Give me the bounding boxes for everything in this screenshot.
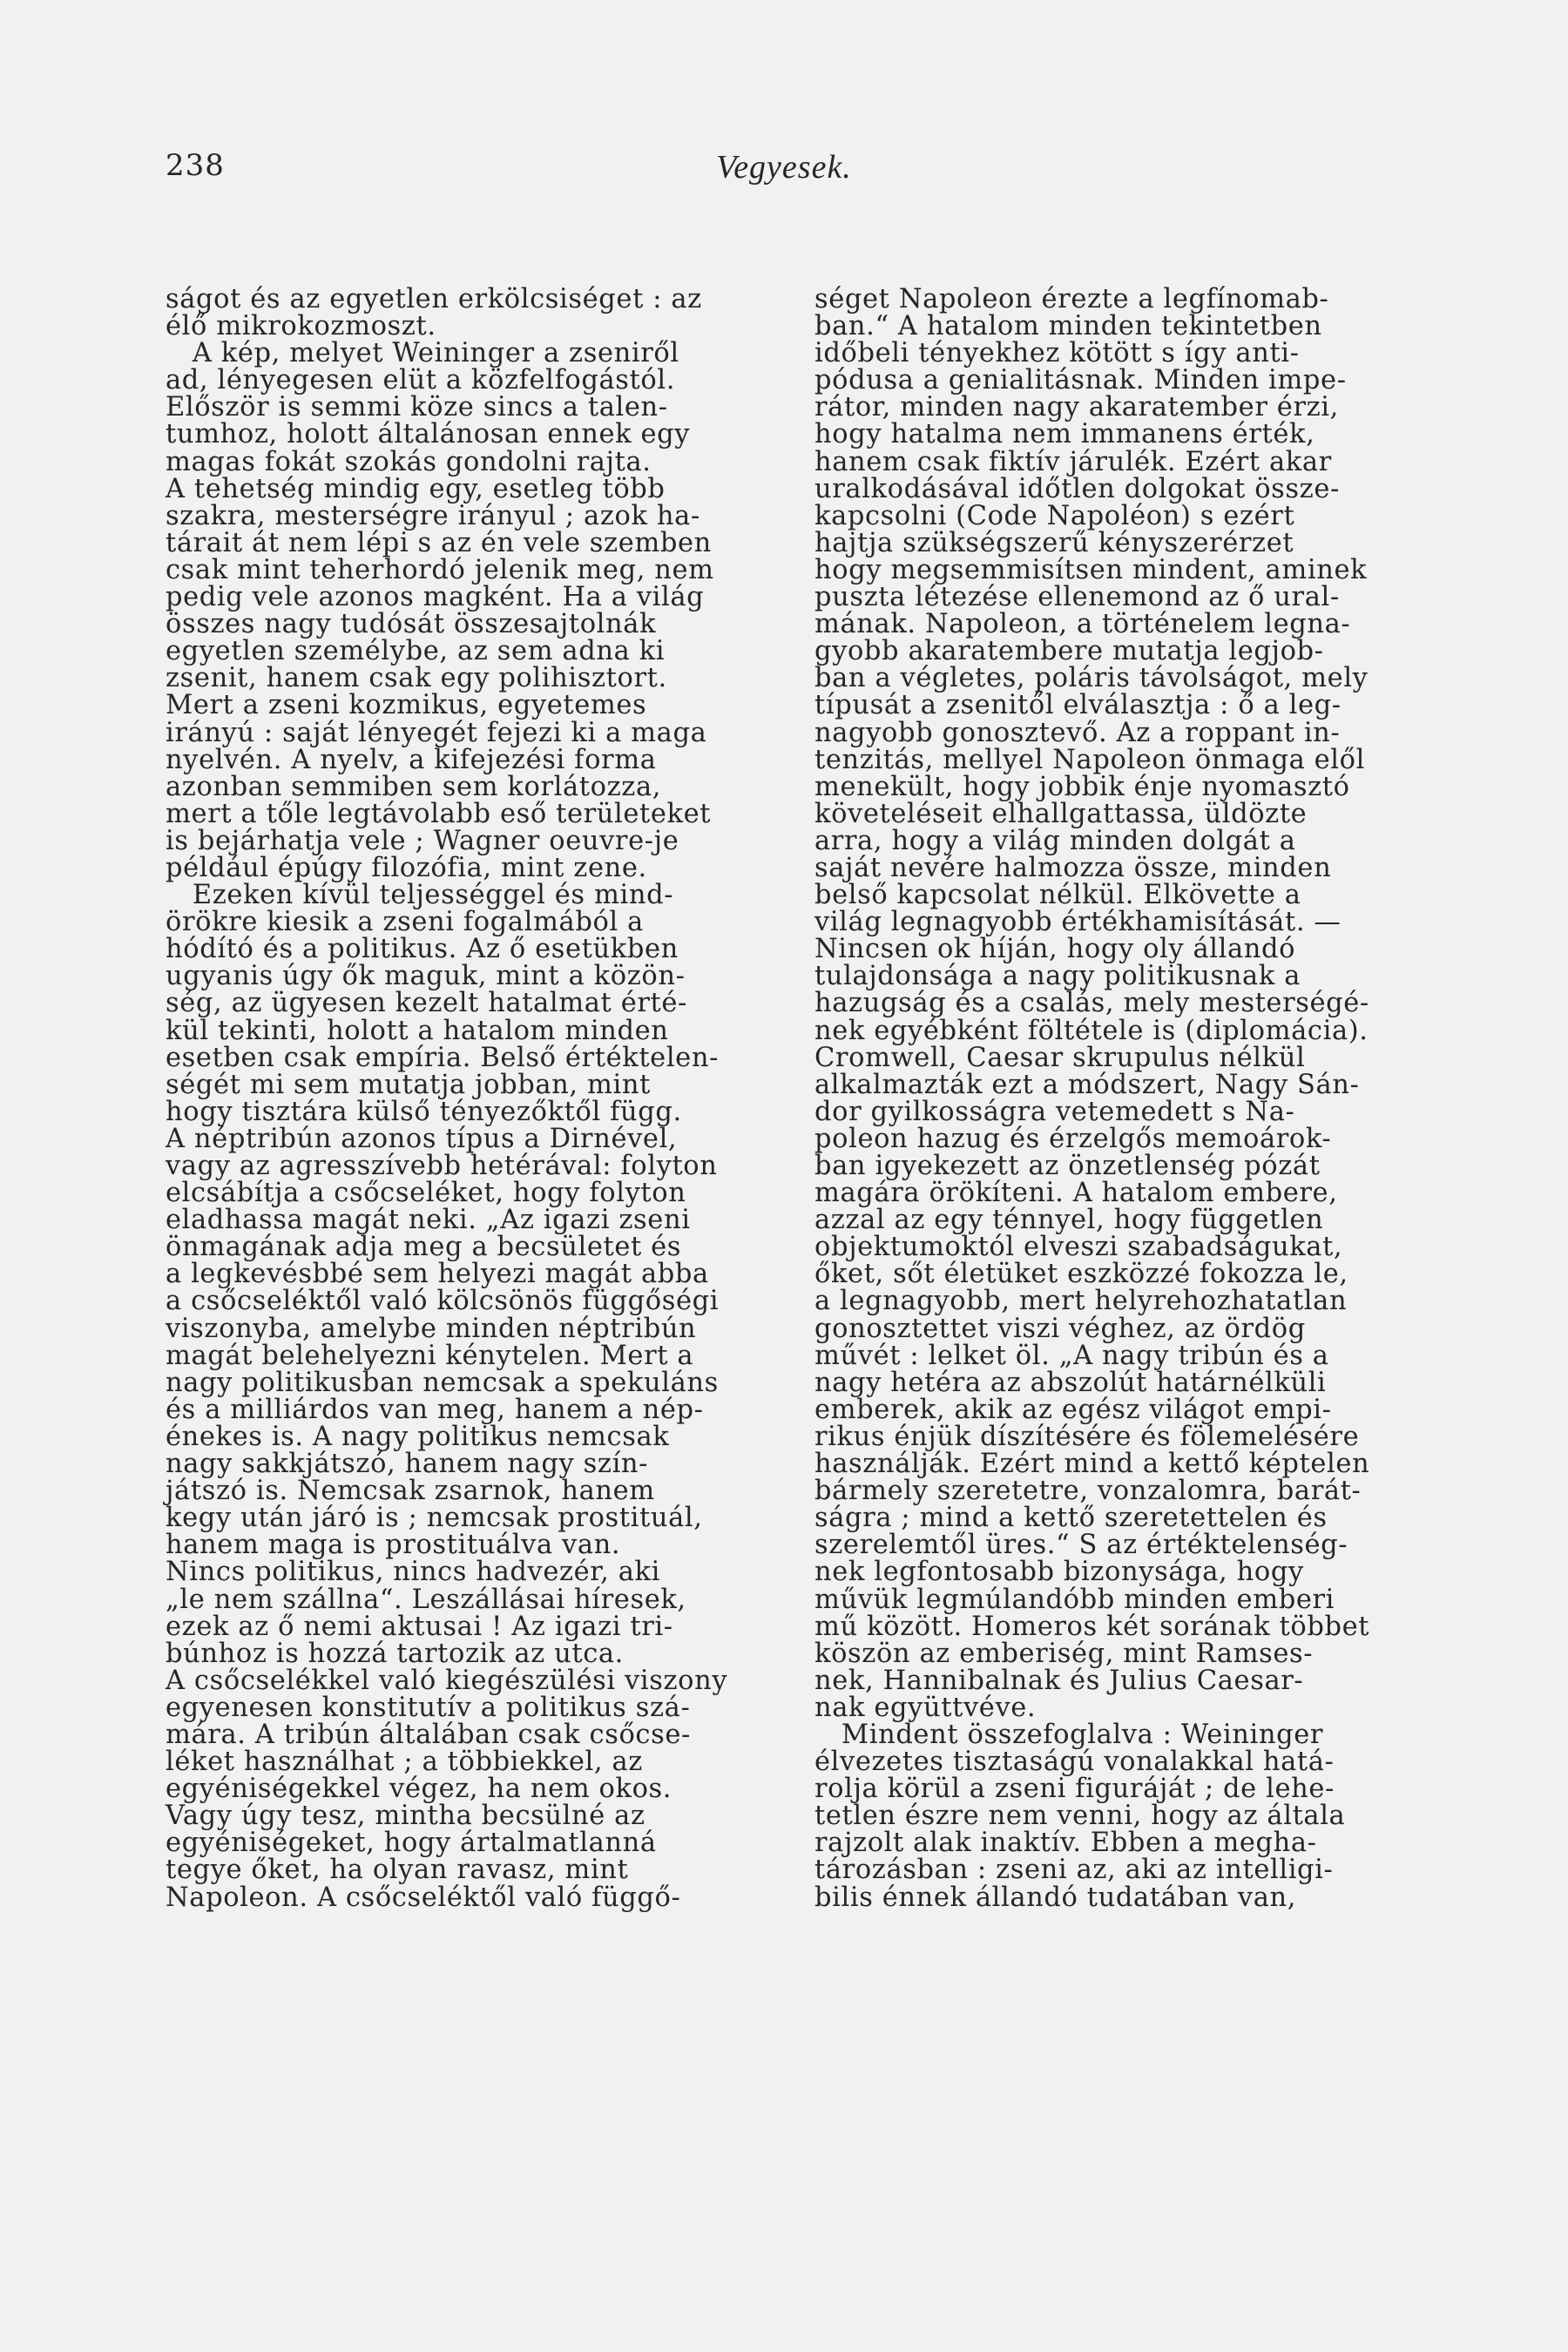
left-column-line: pedig vele azonos magként. Ha a világ	[166, 582, 705, 613]
left-column-line: ség, az ügyesen kezelt hatalmat érté-	[166, 988, 687, 1019]
left-column-line: esetben csak empíria. Belső értéktelen-	[166, 1042, 719, 1073]
left-column-line: ezek az ő nemi aktusai ! Az igazi tri-	[166, 1611, 673, 1642]
right-column-line: használják. Ezért mind a kettő képtelen	[814, 1449, 1370, 1480]
left-column-line: élő mikrokozmoszt.	[166, 311, 436, 342]
left-column-line: Napoleon. A csőcseléktől való függő-	[166, 1882, 681, 1913]
left-column-line: zsenit, hanem csak egy polihisztort.	[166, 663, 667, 694]
left-column-line: magas fokát szokás gondolni rajta.	[166, 446, 652, 477]
left-text-column	[166, 286, 771, 1911]
left-column-line: A néptribún azonos típus a Dirnével,	[166, 1123, 678, 1154]
left-column-line: ségét mi sem mutatja jobban, mint	[166, 1069, 651, 1100]
right-column-line: köszön az emberiség, mint Ramses-	[814, 1638, 1314, 1669]
right-column-line: nagy hetéra az abszolút határnélküli	[814, 1367, 1327, 1398]
left-column-line: Nincs politikus, nincs hadvezér, aki	[166, 1557, 660, 1588]
left-column-line: mert a tőle legtávolabb eső területeket	[166, 798, 712, 829]
left-column-line: vagy az agresszívebb hetérával: folyton	[166, 1151, 718, 1181]
left-column-line: játszó is. Nemcsak zsarnok, hanem	[166, 1476, 655, 1507]
right-column-line: ban igyekezett az önzetlenség pózát	[814, 1151, 1321, 1181]
right-column-line: hogy megsemmisítsen mindent, aminek	[814, 554, 1368, 585]
right-column-line: tározásban : zseni az, aki az intelligi-	[814, 1855, 1334, 1886]
right-column-line: rikus énjük díszítésére és fölemelésére	[814, 1421, 1360, 1452]
right-column-line: belső kapcsolat nélkül. Elkövette a	[814, 880, 1301, 911]
left-column-line: a legkevésbbé sem helyezi magát abba	[166, 1259, 709, 1290]
left-column-line: egyéniségekkel végez, ha nem okos.	[166, 1774, 672, 1805]
right-column-line: nagyobb gonosztevő. Az a roppant in-	[814, 717, 1341, 748]
right-column-line: időbeli tényekhez kötött s így anti-	[814, 338, 1300, 369]
left-column-line: örökre kiesik a zseni fogalmából a	[166, 907, 644, 938]
left-column-line: A csőcselékkel való kiegészülési viszony	[166, 1665, 728, 1696]
right-column-line: Mindent összefoglalva : Weininger	[814, 1719, 1324, 1750]
left-column-line: ugyanis úgy ők maguk, mint a közön-	[166, 961, 686, 992]
right-column-line: gyobb akaratembere mutatja legjob-	[814, 636, 1324, 667]
right-column-line: világ legnagyobb értékhamisítását. —	[814, 907, 1342, 938]
right-column-line: tetlen észre nem venni, hogy az általa	[814, 1801, 1346, 1832]
left-column-line: Vagy úgy tesz, mintha becsülné az	[166, 1801, 645, 1832]
left-column-line: kül tekinti, holott a hatalom minden	[166, 1015, 669, 1046]
right-column-line: mának. Napoleon, a történelem legna-	[814, 609, 1351, 640]
right-column-line: bilis énnek állandó tudatában van,	[814, 1882, 1297, 1913]
right-column-line: azzal az egy ténnyel, hogy független	[814, 1205, 1324, 1236]
left-column-line: egyetlen személybe, az sem adna ki	[166, 636, 666, 667]
right-column-line: ban.“ A hatalom minden tekintetben	[814, 311, 1322, 342]
left-column-line: tumhoz, holott általánosan ennek egy	[166, 419, 691, 450]
right-column-line: kapcsolni (Code Napoléon) s ezért	[814, 500, 1295, 531]
left-column-line: elcsábítja a csőcseléket, hogy folyton	[166, 1178, 686, 1209]
right-column-line: ban a végletes, poláris távolságot, mely	[814, 663, 1369, 694]
page-header	[0, 148, 1568, 192]
left-column-line: ságot és az egyetlen erkölcsiséget : az	[166, 284, 702, 314]
right-column-line: emberek, akik az egész világot empi-	[814, 1394, 1332, 1425]
right-column-line: művét : lelket öl. „A nagy tribún és a	[814, 1340, 1329, 1371]
left-column-line: „le nem szállna“. Leszállásai híresek,	[166, 1584, 686, 1615]
right-column-line: élvezetes tisztaságú vonalakkal hatá-	[814, 1747, 1335, 1778]
right-column-line: pódusa a genialitásnak. Minden impe-	[814, 365, 1347, 396]
left-column-line: nyelvén. A nyelv, a kifejezési forma	[166, 744, 657, 775]
left-column-line: összes nagy tudósát összesajtolnák	[166, 609, 657, 640]
left-column-line: viszonyba, amelybe minden néptribún	[166, 1313, 697, 1344]
right-column-line: poleon hazug és érzelgős memoárok-	[814, 1123, 1332, 1154]
right-column-line: nek egyébként föltétele is (diplomácia).	[814, 1015, 1369, 1046]
left-column-line: léket használhat ; a többiekkel, az	[166, 1747, 643, 1778]
right-column-line: hanem csak fiktív járulék. Ezért akar	[814, 446, 1332, 477]
left-column-line: Először is semmi köze sincs a talen-	[166, 392, 668, 423]
right-column-line: hajtja szükségszerű kényszerérzet	[814, 527, 1294, 558]
right-column-line: nak együttvéve.	[814, 1692, 1037, 1723]
page-number: 238	[166, 148, 225, 183]
left-column-line: egyenesen konstitutív a politikus szá-	[166, 1692, 691, 1723]
right-column-line: bármely szeretetre, vonzalomra, barát-	[814, 1476, 1362, 1507]
right-column-line: művük legmúlandóbb minden emberi	[814, 1584, 1335, 1615]
left-column-line: hódító és a politikus. Az ő esetükben	[166, 934, 679, 965]
right-column-line: mű között. Homeros két sorának többet	[814, 1611, 1370, 1642]
right-column-line: típusát a zsenitől elválasztja : ő a leg-	[814, 690, 1342, 721]
left-column-line: nagy politikusban nemcsak a spekuláns	[166, 1367, 719, 1398]
left-column-line: A kép, melyet Weininger a zseniről	[166, 338, 679, 369]
left-column-line: kegy után járó is ; nemcsak prostituál,	[166, 1503, 703, 1534]
left-column-line: tegye őket, ha olyan ravasz, mint	[166, 1855, 629, 1886]
right-column-line: nek, Hannibalnak és Julius Caesar-	[814, 1665, 1304, 1696]
right-column-line: objektumoktól elveszi szabadságukat,	[814, 1232, 1343, 1263]
right-column-line: magára örökíteni. A hatalom embere,	[814, 1178, 1338, 1209]
left-column-line: hogy tisztára külső tényezőktől függ.	[166, 1096, 682, 1127]
left-column-line: magát belehelyezni kénytelen. Mert a	[166, 1340, 694, 1371]
right-column-line: menekült, hogy jobbik énje nyomasztó	[814, 771, 1350, 802]
right-column-line: puszta létezése ellenemond az ő ural-	[814, 582, 1340, 613]
right-column-line: rajzolt alak inaktív. Ebben a megha-	[814, 1828, 1317, 1859]
right-column-line: alkalmazták ezt a módszert, Nagy Sán-	[814, 1069, 1360, 1100]
left-column-line: eladhassa magát neki. „Az igazi zseni	[166, 1205, 691, 1236]
right-column-line: arra, hogy a világ minden dolgát a	[814, 825, 1296, 856]
left-column-line: csak mint teherhordó jelenik meg, nem	[166, 554, 714, 585]
left-column-line: például épúgy filozófia, mint zene.	[166, 852, 647, 883]
right-column-line: szerelemtől üres.“ S az értéktelenség-	[814, 1530, 1348, 1561]
right-column-line: saját nevére halmozza össze, minden	[814, 852, 1332, 883]
right-column-line: őket, sőt életüket eszközzé fokozza le,	[814, 1259, 1348, 1290]
left-column-line: ad, lényegesen elüt a közfelfogástól.	[166, 365, 676, 396]
right-column-line: gonosztettet viszi véghez, az ördög	[814, 1313, 1306, 1344]
left-column-line: a csőcseléktől való kölcsönös függőségi	[166, 1286, 720, 1317]
left-column-line: mára. A tribún általában csak csőcse-	[166, 1719, 691, 1750]
right-column-line: rolja körül a zseni figuráját ; de lehe-	[814, 1774, 1335, 1805]
right-column-line: Nincsen ok híján, hogy oly állandó	[814, 934, 1296, 965]
left-column-line: egyéniségeket, hogy ártalmatlanná	[166, 1828, 657, 1859]
right-column-line: séget Napoleon érezte a legfínomab-	[814, 284, 1329, 314]
left-column-line: hanem maga is prostituálva van.	[166, 1530, 621, 1561]
left-column-line: búnhoz is hozzá tartozik az utca.	[166, 1638, 624, 1669]
right-column-line: uralkodásával időtlen dolgokat össze-	[814, 473, 1340, 504]
left-column-line: is bejárhatja vele ; Wagner oeuvre-je	[166, 825, 679, 856]
left-column-line: énekes is. A nagy politikus nemcsak	[166, 1421, 670, 1452]
left-column-line: és a milliárdos van meg, hanem a nép-	[166, 1394, 704, 1425]
right-column-line: tulajdonsága a nagy politikusnak a	[814, 961, 1301, 992]
right-column-line: tenzitás, mellyel Napoleon önmaga elől	[814, 744, 1365, 775]
right-column-line: követeléseit elhallgattassa, üldözte	[814, 798, 1308, 829]
left-column-line: önmagának adja meg a becsületet és	[166, 1232, 682, 1263]
right-column-line: dor gyilkosságra vetemedett s Na-	[814, 1096, 1295, 1127]
right-column-line: rátor, minden nagy akaratember érzi,	[814, 392, 1339, 423]
left-column-line: Mert a zseni kozmikus, egyetemes	[166, 690, 647, 721]
running-title: Vegyesek.	[716, 149, 852, 186]
left-column-line: tárait át nem lépi s az én vele szemben	[166, 527, 712, 558]
left-column-line: szakra, mesterségre irányul ; azok ha-	[166, 500, 700, 531]
right-column-line: hogy hatalma nem immanens érték,	[814, 419, 1315, 450]
right-column-line: Cromwell, Caesar skrupulus nélkül	[814, 1042, 1306, 1073]
left-column-line: irányú : saját lényegét fejezi ki a maga	[166, 717, 707, 748]
left-column-line: Ezeken kívül teljességgel és mind-	[166, 880, 674, 911]
right-column-line: nek legfontosabb bizonysága, hogy	[814, 1557, 1304, 1588]
right-column-line: ságra ; mind a kettő szeretettelen és	[814, 1503, 1328, 1534]
left-column-line: nagy sakkjátszó, hanem nagy szín-	[166, 1449, 649, 1480]
right-column-line: a legnagyobb, mert helyrehozhatatlan	[814, 1286, 1348, 1317]
right-text-column	[814, 286, 1420, 1911]
left-column-line: A tehetség mindig egy, esetleg több	[166, 473, 666, 504]
left-column-line: azonban semmiben sem korlátozza,	[166, 771, 662, 802]
right-column-line: hazugság és a csalás, mely mesterségé-	[814, 988, 1369, 1019]
